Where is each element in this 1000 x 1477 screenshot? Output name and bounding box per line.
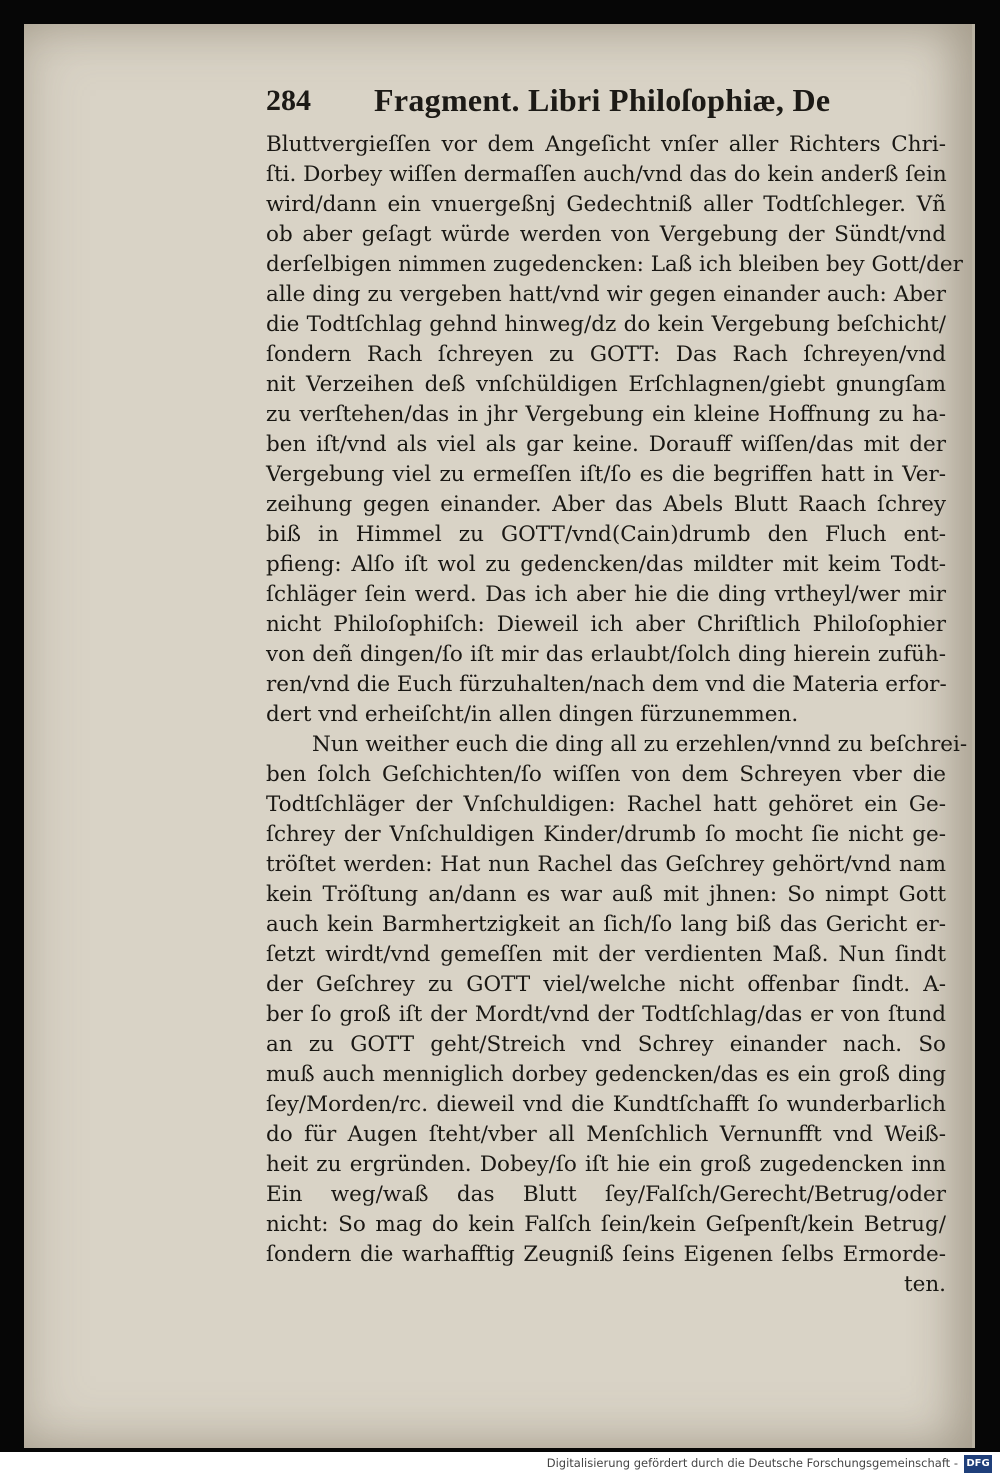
- text-line: dert vnd erheiſcht/in allen dingen fürzunemmen.: [266, 702, 799, 727]
- footer-bar: [0, 1452, 1000, 1477]
- text-line: nit Verzeihen deß vnſchüldigen Erſchlagnen/giebt gnungſam: [266, 372, 946, 397]
- text-line: ſey/Morden/rc. dieweil vnd die Kundtſchafft ſo wunderbarlich: [266, 1092, 946, 1117]
- text-line: zu verſtehen/das in jhr Vergebung ein kleine Hoffnung zu ha-: [266, 402, 946, 427]
- text-line: die Todtſchlag gehnd hinweg/dz do kein Vergebung beſchicht/: [266, 312, 946, 337]
- text-line: von deñ dingen/ſo iſt mir das erlaubt/ſolch ding hierein zufüh-: [266, 642, 946, 667]
- text-line: zeihung gegen einander. Aber das Abels Blutt Raach ſchrey: [266, 492, 946, 517]
- text-line: ſti. Dorbey wiſſen dermaſſen auch/vnd das do kein anderß ſein: [266, 162, 947, 187]
- text-line: alle ding zu vergeben hatt/vnd wir gegen einander auch: Aber: [266, 282, 946, 307]
- text-line: do für Augen ſteht/vber all Menſchlich Vernunfft vnd Weiß-: [266, 1122, 946, 1147]
- text-line: muß auch menniglich dorbey gedencken/das es ein groß ding: [266, 1062, 946, 1087]
- text-line: Bluttvergieſſen vor dem Angeſicht vnſer aller Richters Chri-: [266, 132, 946, 157]
- text-line: ſchrey der Vnſchuldigen Kinder/drumb ſo mocht ſie nicht ge-: [266, 822, 946, 847]
- text-line: an zu GOTT geht/Streich vnd Schrey einander nach. So: [266, 1032, 946, 1057]
- text-line: nicht Philoſophiſch: Dieweil ich aber Chriſtlich Philoſophier: [266, 612, 946, 637]
- text-line: ſchläger ſein werd. Das ich aber hie die ding vrtheyl/wer mir: [266, 582, 946, 607]
- body-text: [266, 130, 968, 1300]
- text-line: ſetzt wirdt/vnd gemeſſen mit der verdienten Maß. Nun ſindt: [266, 942, 946, 967]
- text-line: ben iſt/vnd als viel als gar keine. Dorauff wiſſen/das mit der: [266, 432, 946, 457]
- catchword: ten.: [903, 1272, 946, 1297]
- text-line: der Geſchrey zu GOTT viel/welche nicht offenbar ſindt. A-: [266, 972, 946, 997]
- text-line: pfieng: Alſo iſt wol zu gedencken/das mildter mit keim Todt-: [266, 552, 946, 577]
- text-line: Vergebung viel zu ermeſſen iſt/ſo es die begriffen hatt in Ver-: [266, 462, 946, 487]
- page-number: 284: [266, 84, 311, 117]
- text-line: auch kein Barmhertzigkeit an ſich/ſo lang biß das Gericht er-: [266, 912, 946, 937]
- text-line: ben ſolch Geſchichten/ſo wiſſen von dem Schreyen vber die: [266, 762, 946, 787]
- funding-credit: Digitalisierung gefördert durch die Deutsche Forschungsgemeinschaft -: [546, 1456, 958, 1470]
- text-line: ren/vnd die Euch fürzuhalten/nach dem vnd die Materia erfor-: [266, 672, 947, 697]
- text-line: nicht: So mag do kein Falſch ſein/kein Geſpenſt/kein Betrug/: [266, 1212, 946, 1237]
- text-line: Todtſchläger der Vnſchuldigen: Rachel hatt gehöret ein Ge-: [266, 792, 946, 817]
- text-line: kein Tröſtung an/dann es war auß mit jhnen: So nimpt Gott: [266, 882, 946, 907]
- text-line: wird/dann ein vnuergeßnj Gedechtniß aller Todtſchleger. Vñ: [266, 192, 946, 217]
- text-line: derſelbigen nimmen zugedencken: Laß ich bleiben bey Gott/der: [266, 252, 963, 277]
- text-line: ob aber geſagt würde werden von Vergebung der Sündt/vnd: [266, 222, 946, 247]
- running-title: Fragment. Libri Philoſophiæ, De: [374, 82, 831, 118]
- page-header: [266, 82, 866, 122]
- text-line: ſondern die warhafftig Zeugniß ſeins Eigenen ſelbs Ermorde-: [266, 1242, 946, 1267]
- dfg-logo: DFG: [964, 1455, 992, 1473]
- text-line: ber ſo groß iſt der Mordt/vnd der Todtſchlag/das er von ſtund: [266, 1002, 946, 1027]
- text-line: tröſtet werden: Hat nun Rachel das Geſchrey gehört/vnd nam: [266, 852, 946, 877]
- text-line: Nun weither euch die ding all zu erzehlen/vnnd zu beſchrei-: [312, 732, 968, 757]
- text-line: biß in Himmel zu GOTT/vnd(Cain)drumb den Fluch ent-: [266, 522, 946, 547]
- text-line: Ein weg/waß das Blutt ſey/Falſch/Gerecht/Betrug/oder: [266, 1182, 946, 1207]
- text-line: heit zu ergründen. Dobey/ſo iſt hie ein groß zugedencken inn: [266, 1152, 946, 1177]
- text-line: ſondern Rach ſchreyen zu GOTT: Das Rach ſchreyen/vnd: [266, 342, 946, 367]
